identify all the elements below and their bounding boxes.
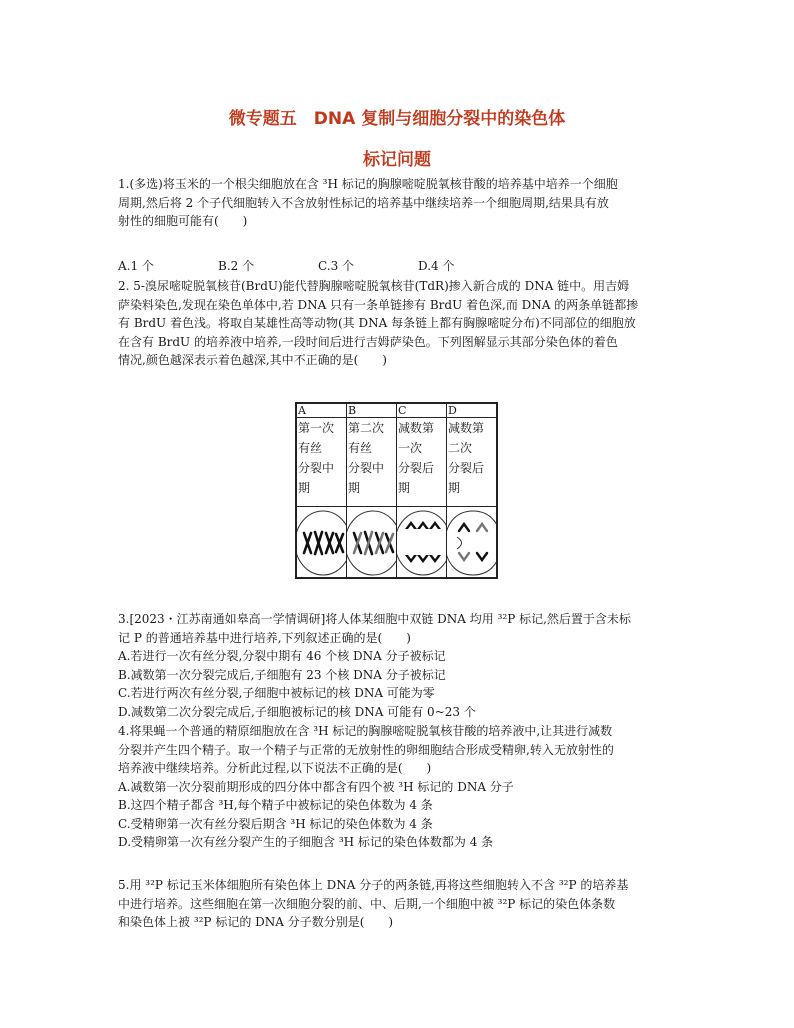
question-4 xyxy=(118,722,678,852)
label-line: 期 xyxy=(298,481,311,495)
title-line-1: 微专题五 DNA 复制与细胞分裂中的染色体 xyxy=(228,109,566,129)
question-1-line: 射性的细胞可能有( ) xyxy=(118,214,248,228)
option-c: C.3 个 xyxy=(318,259,355,273)
option-a: A.1 个 xyxy=(118,259,154,273)
question-2-line: 有 BrdU 着色浅。将取自某雄性高等动物(其 DNA 每条链上都有胸腺嘧啶分布)不同部位的细胞放 xyxy=(118,316,636,330)
question-2 xyxy=(118,277,678,370)
question-2-line: 萨染料染色,发现在染色单体中,若 DNA 只有一条单链掺有 BrdU 着色深,而 DNA 的两条单链都掺 xyxy=(118,297,639,312)
question-2-line: 2. 5-溴尿嘧啶脱氧核苷(BrdU)能代替胸腺嘧啶脱氧核苷(TdR)掺入新合成的 DNA 链中。用吉姆 xyxy=(118,279,630,293)
question-4-option-d: D.受精卵第一次有丝分裂产生的子细胞含 ³H 标记的染色体数都为 4 条 xyxy=(118,835,494,849)
question-5-line: 中进行培养。这些细胞在第一次细胞分裂的前、中、后期,一个细胞中被 ³²P 标记的染色体条数 xyxy=(118,896,616,911)
question-1-options xyxy=(118,257,678,276)
question-4-option-c: C.受精卵第一次有丝分裂后期含 ³H 标记的染色体数为 4 条 xyxy=(118,816,433,831)
question-3 xyxy=(118,610,678,721)
question-1 xyxy=(118,175,678,231)
label-b xyxy=(347,418,397,507)
label-line: 有丝 xyxy=(298,441,323,455)
cell-image-d xyxy=(447,507,498,579)
cell-image-a xyxy=(296,507,347,579)
label-c xyxy=(397,418,447,507)
meiosis-2-anaphase-illustration xyxy=(447,507,496,577)
question-4-option-b: B.这四个精子都含 ³H,每个精子中被标记的染色体数为 4 条 xyxy=(118,798,433,812)
question-3-option-b: B.减数第一次分裂完成后,子细胞有 23 个核 DNA 分子被标记 xyxy=(118,667,446,682)
label-line: 减数第 xyxy=(448,421,485,435)
label-d xyxy=(447,418,498,507)
question-5 xyxy=(118,876,678,932)
label-line: 期 xyxy=(398,481,411,495)
question-2-line: 情况,颜色越深表示着色越深,其中不正确的是( ) xyxy=(118,353,387,367)
question-4-line: 4.将果蝇一个普通的精原细胞放在含 ³H 标记的胸腺嘧啶脱氧核苷酸的培养液中,让其进行减数 xyxy=(118,724,613,738)
label-line: 分裂中 xyxy=(298,461,335,475)
question-1-line: 周期,然后将 2 个子代细胞转入不含放射性标记的培养基中继续培养一个细胞周期,结果具有放 xyxy=(118,195,609,210)
header-a: A xyxy=(296,403,347,418)
question-3-option-d: D.减数第二次分裂完成后,子细胞被标记的核 DNA 可能有 0~23 个 xyxy=(118,704,476,719)
title-line-2: 标记问题 xyxy=(363,150,431,170)
label-line: 分裂后 xyxy=(398,461,435,475)
meiosis-1-anaphase-illustration xyxy=(397,507,446,577)
label-a xyxy=(296,418,347,507)
cell-image-b xyxy=(347,507,397,579)
label-line: 第二次 xyxy=(348,421,385,435)
cell-division-table xyxy=(295,402,498,579)
question-1-line: 1.(多选)将玉米的一个根尖细胞放在含 ³H 标记的胸腺嘧啶脱氧核苷酸的培养基中培养一个细胞 xyxy=(118,177,618,191)
question-3-option-a: A.若进行一次有丝分裂,分裂中期有 46 个核 DNA 分子被标记 xyxy=(118,649,446,663)
label-line: 分裂中 xyxy=(348,461,385,475)
label-line: 第一次 xyxy=(298,421,335,435)
mitosis-metaphase-2-illustration xyxy=(347,507,396,577)
question-3-line: 3.[2023・江苏南通如皋高一学情调研]将人体某细胞中双链 DNA 均用 ³²P 标记,然后置于含未标 xyxy=(118,612,631,626)
option-b: B.2 个 xyxy=(218,259,255,273)
option-d: D.4 个 xyxy=(418,259,455,273)
question-5-line: 和染色体上被 ³²P 标记的 DNA 分子数分别是( ) xyxy=(118,915,394,929)
label-line: 二次 xyxy=(448,441,473,455)
label-line: 减数第 xyxy=(398,421,435,435)
mitosis-metaphase-1-illustration xyxy=(297,507,346,577)
question-4-line: 培养液中继续培养。分析此过程,以下说法不正确的是( ) xyxy=(118,761,432,775)
label-line: 期 xyxy=(348,481,361,495)
question-4-line: 分裂并产生四个精子。取一个精子与正常的无放射性的卵细胞结合形成受精卵,转入无放射性的 xyxy=(118,742,614,757)
question-5-line: 5.用 ³²P 标记玉米体细胞所有染色体上 DNA 分子的两条链,再将这些细胞转入不含 ³²P 的培养基 xyxy=(118,878,629,892)
question-3-line: 记 P 的普通培养基中进行培养,下列叙述正确的是( ) xyxy=(118,630,411,645)
question-3-option-c: C.若进行两次有丝分裂,子细胞中被标记的核 DNA 可能为零 xyxy=(118,686,435,700)
label-line: 分裂后 xyxy=(448,461,485,475)
question-2-line: 在含有 BrdU 的培养液中培养,一段时间后进行吉姆萨染色。下列图解显示其部分染色体的着色 xyxy=(118,334,618,349)
header-b: B xyxy=(347,403,397,418)
label-line: 期 xyxy=(448,481,461,495)
header-c: C xyxy=(397,403,447,418)
label-line: 有丝 xyxy=(348,441,373,455)
label-line: 一次 xyxy=(398,441,423,455)
header-d: D xyxy=(447,403,498,418)
cell-image-c xyxy=(397,507,447,579)
question-4-option-a: A.减数第一次分裂前期形成的四分体中都含有四个被 ³H 标记的 DNA 分子 xyxy=(118,779,514,794)
